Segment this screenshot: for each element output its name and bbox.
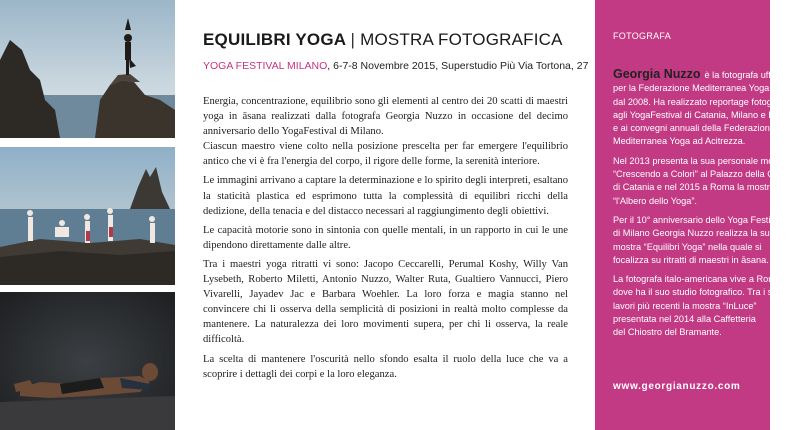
body-text <box>203 94 568 382</box>
event-date-location: , 6-7-8 Novembre 2015, Superstudio Più Via Tortona, 27 <box>327 60 589 72</box>
bio-paragraph: Per il 10° anniversario dello Yoga Festival di Milano Georgia Nuzzo realizza la sua mostra “Equilibri Yoga” nella quale si focalizza su ritratti di maestri in āsana. <box>613 214 783 265</box>
festival-name: YOGA FESTIVAL MILANO <box>203 60 328 72</box>
sidebar-label: FOTOGRAFA <box>613 31 672 41</box>
title-brand: EQUILIBRI YOGA <box>203 30 346 49</box>
body-paragraph: La scelta di mantenere l'oscurità nello sfondo esalta il ruolo della luce che va a scoprire i dettagli dei corpi e la loro eleganza. <box>203 353 568 380</box>
bio-paragraph: Nel 2013 presenta la sua personale mostra “Crescendo a Colori” al Palazzo della Cultura di Catania e nel 2015 a Roma la mostra “l'Albero dello Yoga”. <box>613 155 797 206</box>
title-subtitle: MOSTRA FOTOGRAFICA <box>360 30 563 49</box>
main-content <box>203 30 589 386</box>
title-separator: | <box>350 30 356 49</box>
photographer-sidebar <box>595 0 797 430</box>
photo-group-seaside <box>0 147 175 285</box>
photo-reclining-pose <box>0 292 175 430</box>
bio-paragraph: Georgia Nuzzo è la fotografa ufficiale per la Federazione Mediterranea Yoga dal 2008. Ha realizzato reportage fotografici agli YogaFestival di Catania, Milano e Roma e ai convegni annuali della Federazione Mediterranea Yoga ad Acitrezza. <box>613 67 793 147</box>
page-title <box>203 30 568 50</box>
photo-column <box>0 0 175 430</box>
bio-paragraph: La fotografa italo-americana vive a Roma dove ha il suo studio fotografico. Tra i suoi lavori più recenti la mostra “InLuce” presentata nel 2014 alla Caffetteria del Chiostro del Bramante. <box>613 274 785 338</box>
website-link[interactable]: www.georgianuzzo.com <box>613 381 741 392</box>
photographer-name: Georgia Nuzzo <box>613 67 701 81</box>
body-paragraph: Tra i maestri yoga ritratti vi sono: Jacopo Ceccarelli, Perumal Koshy, Willy Van Lysebeth, Roberto Miletti, Antonio Nuzzo, Walter Ruta, Gualtiero Vannucci, Piero Vivarelli, Jayadev Jac e Barbara Woehler. La loro forza e magia stanno nel convincere chi li osserva della semplicità di posizioni in realtà molto complesse da mantenere. La naturalezza dei loro movimenti supera, per chi li osserva, la reale difficoltà. <box>203 258 568 346</box>
body-paragraph: Le immagini arrivano a captare la determinazione e lo spirito degli interpreti, esaltano la staticità plastica ed esprimono tutta la complessità di equilibri ricchi della dedizione, della tenacia e del distacco necessari al raggiungimento degli obiettivi. <box>203 175 568 217</box>
event-details <box>203 60 589 72</box>
photo-rock-tree-pose <box>0 0 175 138</box>
body-paragraph: Le capacità motorie sono in sintonia con quelle mentali, in un rapporto in cui le une dipendono direttamente dalle altre. <box>203 224 568 251</box>
photographer-bio <box>613 67 797 346</box>
body-paragraph: Energia, concentrazione, equilibrio sono gli elementi al centro dei 20 scatti di maestri yoga in āsana realizzati dalla fotografa Georgia Nuzzo in occasione del decimo anniversario dello YogaFestival di Milano. Ciascun maestro viene colto nella posizione prescelta per far emergere l'equilibrio antico che vi è fra l'energia del corpo, il rigore delle forme, la serenità interiore. <box>203 96 568 168</box>
